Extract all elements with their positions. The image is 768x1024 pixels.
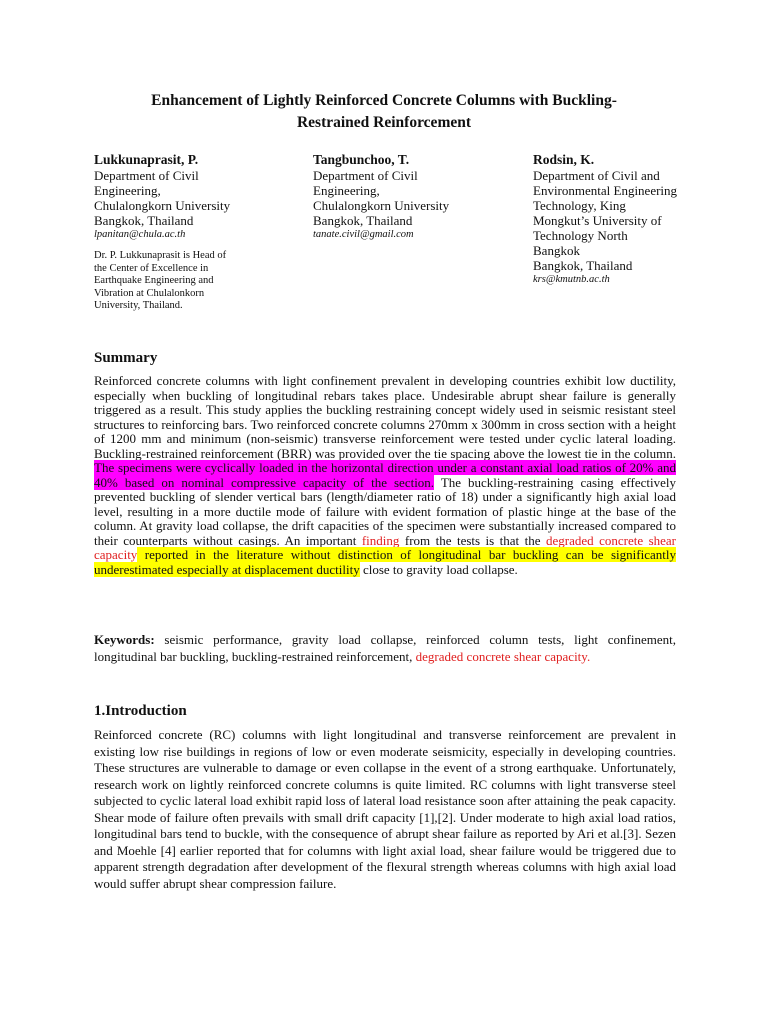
author-affiliation-line: Bangkok, Thailand — [533, 258, 633, 273]
author-bio-line: Vibration at Chulalonkorn — [94, 287, 205, 299]
summary-text: from the tests is that the — [399, 532, 546, 548]
author-affiliation-line: Bangkok, Thailand — [313, 213, 413, 228]
author-affiliation-line: Engineering, — [313, 183, 380, 198]
author-affiliation-line: Bangkok, Thailand — [94, 213, 194, 228]
yellow-highlight: reported in the literature without distinction of longitudinal bar buckling can be significantly underestimated especially at displacement ductility — [94, 547, 676, 577]
summary-heading: Summary — [94, 350, 158, 366]
author-affiliation-line: Technology North — [533, 228, 628, 243]
author-bio-note — [94, 250, 294, 313]
red-marked-text: finding — [361, 532, 400, 548]
author-affiliation-line: Technology, King — [533, 198, 626, 213]
author-affiliation-line: Bangkok — [533, 243, 580, 258]
summary-text: close to gravity load collapse. — [359, 561, 518, 577]
author-block-1 — [94, 152, 294, 313]
paper-title-line-1: Enhancement of Lightly Reinforced Concrete Columns with Buckling- — [151, 92, 617, 109]
author-affiliation-line: Engineering, — [94, 183, 161, 198]
paper-title — [94, 90, 674, 134]
author-affiliation-line: Chulalongkorn University — [94, 198, 231, 213]
author-name: Rodsin, K. — [533, 152, 595, 167]
keywords-paragraph — [94, 631, 676, 665]
author-bio-line: Earthquake Engineering and — [94, 275, 214, 286]
keywords-label: Keywords: — [94, 632, 155, 647]
author-name: Lukkunaprasit, P. — [94, 152, 199, 167]
summary-text: The buckling-restraining casing effectively prevented buckling of slender vertical bars (length/diameter ratio of 18) under a significantly high axial load level, resulting in a more ductile mode of failure with evident formation of plastic hinge at the base of the column. At gravity load collapse, the drift capacities of the specimen were substantially increased compared to their counterparts without casings. An important — [94, 474, 676, 548]
author-email: krs@kmutnb.ac.th — [533, 274, 610, 285]
author-email: lpanitan@chula.ac.th — [94, 229, 186, 240]
summary-text: Reinforced concrete columns with light confinement prevalent in developing countries exhibit low ductility, especially when buckling of longitudinal rebars takes place. Undesirable abrupt shear failure is generally triggered as a result. This study applies the buckling restraining concept widely used in seismic resistant steel structures to reinforcing bars. Two reinforced concrete columns 270mm x 300mm in cross section with a height of 1200 mm and minimum (non-seismic) transverse reinforcement were tested under cyclic lateral loading. Buckling-restrained reinforcement (BRR) was provided over the tie spacing above the lowest tie in the column. — [94, 373, 676, 461]
author-bio-line: Dr. P. Lukkunaprasit is Head of — [94, 250, 227, 261]
introduction-heading: 1.Introduction — [94, 703, 187, 719]
author-affiliation-line: Mongkut’s University of — [533, 213, 662, 228]
author-bio-line: University, Thailand. — [94, 300, 183, 311]
author-affiliation-line: Environmental Engineering — [533, 183, 678, 198]
author-bio-line: the Center of Excellence in — [94, 262, 209, 274]
summary-paragraph — [94, 374, 676, 577]
author-affiliation-line: Chulalongkorn University — [313, 198, 450, 213]
author-email: tanate.civil@gmail.com — [313, 229, 414, 240]
author-block-2 — [313, 152, 513, 242]
author-affiliation-line: Department of Civil and — [533, 168, 660, 183]
author-name: Tangbunchoo, T. — [313, 152, 410, 167]
introduction-paragraph: Reinforced concrete (RC) columns with light longitudinal and transverse reinforcement are prevalent in existing low rise buildings in regions of low or even moderate seismicity, especially in developing countries. These structures are vulnerable to damage or even collapse in the event of a strong earthquake. Unfortunately, research work on lightly reinforced concrete columns is quite limited. RC columns with light transverse steel subjected to cyclic lateral load exhibit rapid loss of lateral load resistance soon after attaining the peak capacity. Shear mode of failure often prevails with small drift capacity [1],[2]. Under moderate to high axial load ratios, longitudinal bars tend to buckle, with the consequence of abrupt shear failure as reported by Ari et al.[3]. Sezen and Moehle [4] earlier reported that for columns with light axial load, shear failure would be triggered due to apparent strength degradation after development of the flexural strength whereas columns with high axial load would suffer abrupt shear compression failure. — [94, 727, 676, 891]
red-marked-text: degraded concrete shear capacity — [415, 649, 587, 664]
red-marked-text: degraded concrete shear capacity — [94, 532, 677, 562]
keywords-end: . — [586, 649, 591, 664]
author-block-3 — [533, 152, 738, 287]
magenta-highlight: The specimens were cyclically loaded in the horizontal direction under a constant axial load ratios of 20% and 40% based on nominal compressive capacity of the section. — [94, 460, 676, 490]
author-affiliation-line: Department of Civil — [94, 168, 199, 183]
author-affiliation-line: Department of Civil — [313, 168, 418, 183]
paper-title-line-2: Restrained Reinforcement — [296, 114, 472, 131]
keywords-text: seismic performance, gravity load collapse, reinforced column tests, light confinement, longitudinal bar buckling, buckling-restrained reinforcement, — [94, 632, 676, 664]
